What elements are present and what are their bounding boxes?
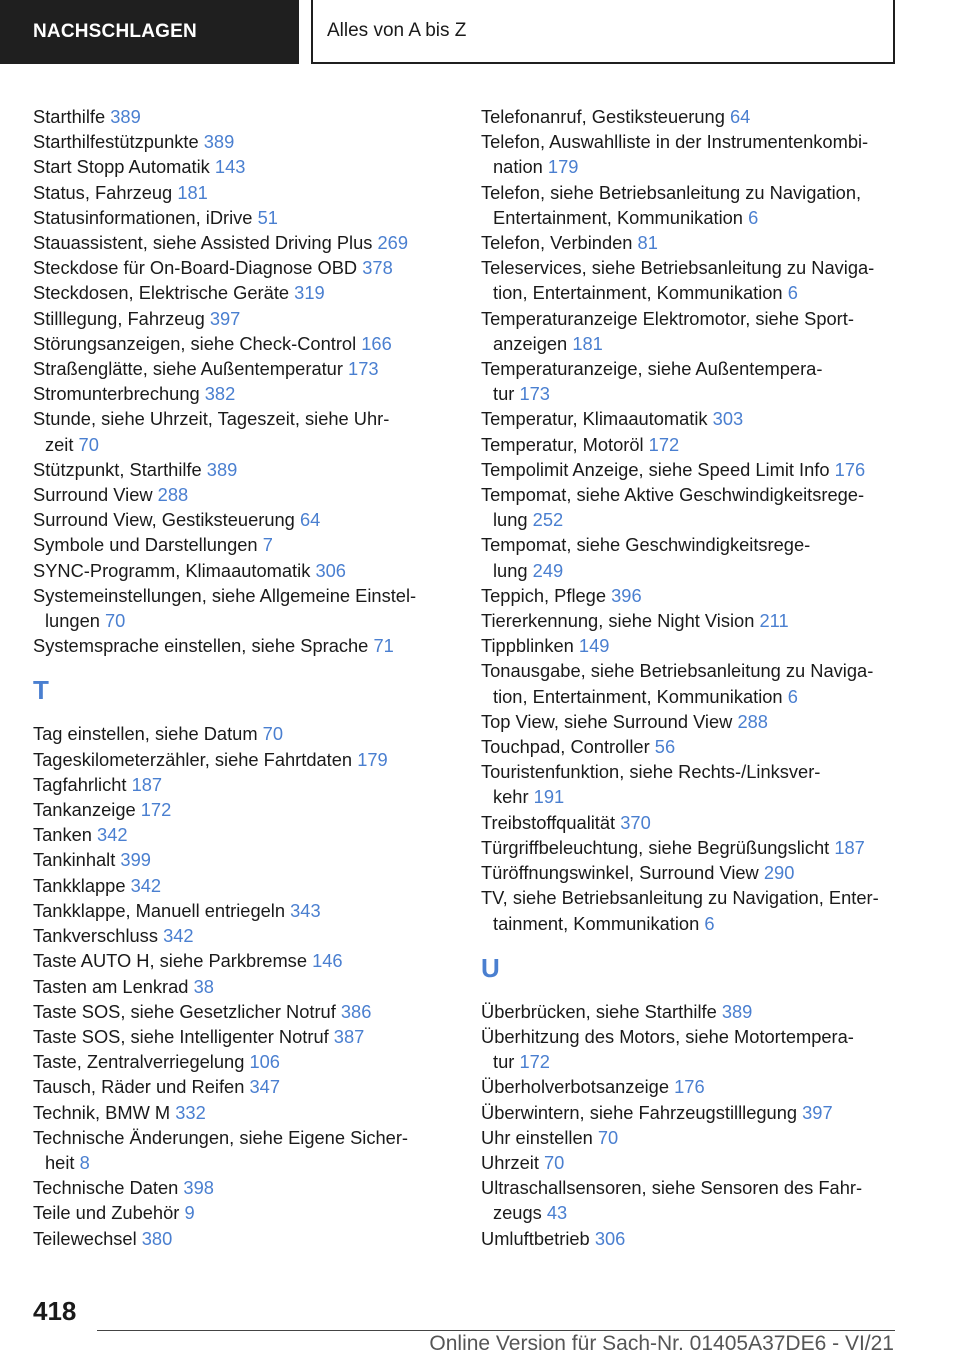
entry-term: Treibstoffqualität (481, 811, 616, 833)
entry-term: SYNC-Programm, Klimaautomatik (33, 559, 311, 581)
entry-term: Start Stopp Automatik (33, 156, 210, 178)
index-entry (33, 1049, 463, 1074)
index-entry (481, 1226, 911, 1251)
entry-term: Überwintern, siehe Fahrzeugstilllegung (481, 1101, 798, 1123)
index-entry (33, 721, 463, 746)
page-link[interactable]: 342 (163, 925, 194, 947)
index-entry (33, 331, 463, 356)
page-link[interactable]: 70 (597, 1126, 619, 1148)
page-link[interactable]: 306 (594, 1227, 626, 1249)
entry-term: Starthilfestützpunkte (33, 131, 199, 153)
entry-term: Temperatur, Klimaautomatik (481, 408, 708, 430)
index-entry (33, 822, 463, 847)
entry-term: Touristenfunktion, siehe Rechts-/Linksver- (481, 761, 821, 783)
index-entry (481, 734, 911, 759)
index-column-right (481, 104, 911, 1251)
page-link[interactable]: 303 (712, 408, 744, 430)
index-entry (481, 1024, 911, 1074)
page-link[interactable]: 173 (348, 358, 379, 380)
entry-term: Taste AUTO H, siehe Parkbremse (33, 950, 307, 972)
page-link[interactable]: 249 (532, 559, 564, 581)
entry-term: lungen (45, 610, 100, 632)
entry-term: Telefonanruf, Gestiksteuerung (481, 106, 725, 127)
entry-term: Tiererkennung, siehe Night Vision (481, 610, 755, 632)
index-entry (481, 255, 911, 305)
page-link[interactable]: 181 (177, 181, 208, 203)
page-link[interactable]: 149 (578, 635, 610, 657)
entry-term: Tanken (33, 824, 92, 846)
index-entry (481, 608, 911, 633)
index-entry (33, 381, 463, 406)
index-entry (33, 633, 463, 658)
index-entry (33, 1226, 463, 1251)
entry-term: tur (493, 1051, 515, 1073)
entry-term: Tankklappe, Manuell entriegeln (33, 899, 286, 921)
index-entry (33, 999, 463, 1024)
entry-term: Steckdosen, Elektrische Geräte (33, 282, 290, 304)
index-entry (33, 180, 463, 205)
page-link[interactable]: 397 (802, 1101, 833, 1123)
page-link[interactable]: 399 (120, 849, 151, 871)
index-entry (33, 747, 463, 772)
entry-term: Temperatur, Motoröl (481, 433, 644, 455)
page-link[interactable]: 387 (333, 1025, 365, 1047)
footer-divider (97, 1330, 895, 1331)
index-letter-heading: U (481, 952, 500, 983)
index-entry (481, 129, 911, 179)
index-entry (33, 406, 463, 456)
entry-term: Symbole und Darstellungen (33, 534, 258, 556)
entry-term: Umluftbetrieb (481, 1227, 590, 1249)
entry-term: Tankklappe (33, 874, 126, 896)
page-link[interactable]: 43 (546, 1202, 568, 1224)
entry-term: Taste SOS, siehe Intelligenter Notruf (33, 1025, 329, 1047)
index-letter-heading: T (33, 675, 49, 706)
page-link[interactable]: 382 (204, 383, 236, 405)
index-entry (481, 759, 911, 809)
entry-term: Steckdose für On-Board-Diagnose OBD (33, 257, 358, 279)
page-link[interactable]: 6 (787, 282, 798, 304)
footer-version: Online Version für Sach-Nr. 01405A37DE6 - VI/21 (429, 1332, 894, 1355)
page-link[interactable]: 172 (140, 799, 172, 821)
entry-term: Uhrzeit (481, 1151, 539, 1173)
index-entry (481, 457, 911, 482)
page-link[interactable]: 389 (206, 458, 238, 480)
page-link[interactable]: 386 (340, 1000, 372, 1022)
index-entry (481, 356, 911, 406)
page-link[interactable]: 51 (257, 206, 278, 228)
index-entry (481, 583, 911, 608)
page-link[interactable]: 370 (620, 811, 651, 833)
page-link[interactable]: 319 (294, 282, 325, 304)
subsection-tab: Alles von A bis Z (311, 0, 895, 64)
index-entry (481, 885, 911, 935)
index-entry (481, 1150, 911, 1175)
page-link[interactable]: 81 (637, 232, 658, 254)
page-link[interactable]: 397 (209, 307, 241, 329)
entry-term: Top View, siehe Surround View (481, 710, 733, 732)
entry-term: Türöffnungswinkel, Surround View (481, 862, 759, 884)
entry-term: Überholverbotsanzeige (481, 1076, 670, 1098)
entry-term: Telefon, Verbinden (481, 232, 633, 254)
index-entry (33, 457, 463, 482)
page-link[interactable]: 166 (361, 332, 392, 354)
page-link[interactable]: 70 (544, 1151, 565, 1173)
entry-term: Status, Fahrzeug (33, 181, 173, 203)
index-entry (33, 482, 463, 507)
page-header (0, 0, 960, 66)
index-entry (33, 948, 463, 973)
page-link[interactable]: 342 (130, 874, 162, 896)
page-link[interactable]: 56 (654, 736, 676, 758)
page-link[interactable]: 172 (648, 433, 680, 455)
page-link[interactable]: 9 (184, 1202, 195, 1224)
entry-term: anzeigen (493, 332, 568, 354)
entry-term: Temperaturanzeige Elektromotor, siehe Sport- (481, 307, 854, 329)
entry-term: Stauassistent, siehe Assisted Driving Plus (33, 232, 373, 254)
page-link[interactable]: 306 (315, 559, 346, 581)
index-entry (33, 356, 463, 381)
page-link[interactable]: 173 (519, 383, 550, 405)
entry-term: Stunde, siehe Uhrzeit, Tageszeit, siehe Uhr- (33, 408, 390, 430)
page-link[interactable]: 176 (834, 458, 866, 480)
entry-term: Stützpunkt, Starthilfe (33, 458, 202, 480)
entry-term: zeit (45, 433, 74, 455)
page-link[interactable]: 70 (105, 610, 126, 632)
index-entry (481, 432, 911, 457)
page-link[interactable]: 146 (312, 950, 343, 972)
page-link[interactable]: 396 (611, 584, 642, 606)
entry-term: Statusinformationen, iDrive (33, 206, 253, 228)
index-entry (33, 797, 463, 822)
entry-term: Taste SOS, siehe Gesetzlicher Notruf (33, 1000, 336, 1022)
page-link[interactable]: 187 (834, 836, 865, 858)
entry-term: kehr (493, 786, 529, 808)
entry-term: Technik, BMW M (33, 1101, 171, 1123)
index-entry (481, 1125, 911, 1150)
section-tab: NACHSCHLAGEN (0, 0, 299, 64)
page-link[interactable]: 211 (759, 610, 789, 632)
index-entry (481, 860, 911, 885)
entry-term: Telefon, siehe Betriebsanleitung zu Navigation, (481, 181, 862, 203)
entry-term: zeugs (493, 1202, 542, 1224)
page-link[interactable]: 380 (141, 1227, 173, 1249)
page-link[interactable]: 332 (175, 1101, 206, 1123)
entry-term: Tempomat, siehe Geschwindigkeitsrege- (481, 534, 811, 556)
page-link[interactable]: 389 (721, 1000, 753, 1022)
entry-term: Surround View (33, 484, 153, 506)
page-number: 418 (33, 1296, 77, 1326)
index-entry (481, 482, 911, 532)
index-entry (33, 558, 463, 583)
entry-term: Starthilfe (33, 106, 106, 127)
index-entry (33, 532, 463, 557)
entry-term: Stromunterbrechung (33, 383, 200, 405)
index-entry (33, 1074, 463, 1099)
page-link[interactable]: 290 (763, 862, 795, 884)
index-entry (33, 1200, 463, 1225)
index-entry (33, 583, 463, 633)
entry-term: Tempolimit Anzeige, siehe Speed Limit Info (481, 458, 830, 480)
index-entry (33, 104, 463, 129)
entry-term: Technische Änderungen, siehe Eigene Sicher- (33, 1126, 409, 1148)
page-link[interactable]: 71 (373, 635, 394, 657)
entry-term: Systemsprache einstellen, siehe Sprache (33, 635, 369, 657)
page-link[interactable]: 378 (362, 257, 393, 279)
page-link[interactable]: 191 (533, 786, 565, 808)
index-entry (33, 230, 463, 255)
page-link[interactable]: 38 (193, 975, 214, 997)
page-link[interactable]: 181 (572, 332, 603, 354)
entry-term: Ultraschallsensoren, siehe Sensoren des Fahr- (481, 1177, 863, 1199)
entry-term: Tasten am Lenkrad (33, 975, 189, 997)
index-entry (33, 847, 463, 872)
index-entry (33, 1100, 463, 1125)
entry-term: Technische Daten (33, 1177, 179, 1199)
entry-term: Teile und Zubehör (33, 1202, 180, 1224)
entry-term: Tag einstellen, siehe Datum (33, 723, 258, 745)
index-entry (481, 709, 911, 734)
entry-term: Telefon, Auswahlliste in der Instrumentenkombi- (481, 131, 869, 153)
entry-term: Entertainment, Kommunikation (493, 206, 743, 228)
index-entry (33, 873, 463, 898)
index-entry (481, 999, 911, 1024)
index-entry (33, 255, 463, 280)
entry-term: Uhr einstellen (481, 1126, 593, 1148)
index-entry (33, 154, 463, 179)
entry-term: Teppich, Pflege (481, 584, 607, 606)
page-link[interactable]: 143 (214, 156, 246, 178)
page-link[interactable]: 343 (290, 899, 321, 921)
index-entry (33, 1125, 463, 1175)
entry-term: Störungsanzeigen, siehe Check-Control (33, 332, 357, 354)
index-entry (33, 772, 463, 797)
index-entry (33, 1175, 463, 1200)
entry-term: tur (493, 383, 515, 405)
page-link[interactable]: 70 (78, 433, 99, 455)
index-entry (33, 306, 463, 331)
entry-term: Tippblinken (481, 635, 574, 657)
entry-term: lung (493, 559, 528, 581)
entry-term: Tonausgabe, siehe Betriebsanleitung zu Naviga- (481, 660, 874, 682)
page-link[interactable]: 179 (357, 748, 388, 770)
index-entry (481, 180, 911, 230)
entry-term: Stilllegung, Fahrzeug (33, 307, 205, 329)
index-entry (33, 974, 463, 999)
page-link[interactable]: 6 (748, 206, 759, 228)
index-entry (481, 835, 911, 860)
entry-term: tion, Entertainment, Kommunikation (493, 282, 783, 304)
entry-term: Systemeinstellungen, siehe Allgemeine Einstel- (33, 584, 417, 606)
page-link[interactable]: 106 (249, 1051, 280, 1073)
page-link[interactable]: 7 (262, 534, 273, 556)
entry-term: nation (493, 156, 543, 178)
entry-term: Teleservices, siehe Betriebsanleitung zu Naviga- (481, 257, 875, 279)
page-link[interactable]: 6 (787, 685, 798, 707)
page-link[interactable]: 252 (532, 509, 564, 531)
entry-term: Tageskilometerzähler, siehe Fahrtdaten (33, 748, 353, 770)
entry-term: heit (45, 1151, 75, 1173)
page-link[interactable]: 8 (79, 1151, 90, 1173)
index-entry (33, 923, 463, 948)
page-link[interactable]: 347 (249, 1076, 280, 1098)
index-entry (481, 532, 911, 582)
entry-term: lung (493, 509, 528, 531)
entry-term: Tankinhalt (33, 849, 116, 871)
index-entry (33, 898, 463, 923)
page-link[interactable]: 389 (203, 131, 235, 153)
entry-term: Tagfahrlicht (33, 773, 127, 795)
index-entry (481, 658, 911, 708)
entry-term: Tankanzeige (33, 799, 136, 821)
page-link[interactable]: 64 (299, 509, 321, 531)
entry-term: tion, Entertainment, Kommunikation (493, 685, 783, 707)
page-link[interactable]: 342 (97, 824, 128, 846)
index-entry (33, 205, 463, 230)
index-column-left (33, 104, 463, 1251)
index-entry (33, 280, 463, 305)
entry-term: TV, siehe Betriebsanleitung zu Navigation, Enter- (481, 887, 879, 909)
entry-term: Straßenglätte, siehe Außentemperatur (33, 358, 343, 380)
entry-term: Surround View, Gestiksteuerung (33, 509, 295, 531)
page-link[interactable]: 176 (674, 1076, 705, 1098)
entry-term: Tankverschluss (33, 925, 158, 947)
entry-term: Türgriffbeleuchtung, siehe Begrüßungslicht (481, 836, 830, 858)
index-entry (481, 306, 911, 356)
page-link[interactable]: 288 (737, 710, 768, 732)
index-entry (33, 129, 463, 154)
entry-term: Überhitzung des Motors, siehe Motortempera- (481, 1025, 854, 1047)
entry-term: Tempomat, siehe Aktive Geschwindigkeitsrege- (481, 484, 865, 506)
entry-term: Tausch, Räder und Reifen (33, 1076, 245, 1098)
index-entry (481, 1074, 911, 1099)
index-entry (481, 406, 911, 431)
entry-term: tainment, Kommunikation (493, 912, 700, 934)
index-entry (481, 1175, 911, 1225)
page-link[interactable]: 389 (110, 106, 141, 127)
page-link[interactable]: 288 (157, 484, 189, 506)
index-entry (33, 507, 463, 532)
page-link[interactable]: 179 (547, 156, 579, 178)
index-entry (481, 1100, 911, 1125)
entry-term: Teilewechsel (33, 1227, 137, 1249)
entry-term: Überbrücken, siehe Starthilfe (481, 1000, 717, 1022)
entry-term: Touchpad, Controller (481, 736, 650, 758)
index-entry (481, 810, 911, 835)
page-link[interactable]: 172 (519, 1051, 550, 1073)
entry-term: Temperaturanzeige, siehe Außentempera- (481, 358, 823, 380)
index-entry (33, 1024, 463, 1049)
page-link[interactable]: 269 (377, 232, 408, 254)
entry-term: Taste, Zentralverriegelung (33, 1051, 245, 1073)
page-link[interactable]: 187 (131, 773, 163, 795)
index-entry (481, 633, 911, 658)
index-entry (481, 104, 911, 129)
index-entry (481, 230, 911, 255)
page-link[interactable]: 70 (262, 723, 284, 745)
page-link[interactable]: 398 (183, 1177, 214, 1199)
page-link[interactable]: 6 (704, 912, 715, 934)
page-link[interactable]: 64 (730, 106, 751, 127)
